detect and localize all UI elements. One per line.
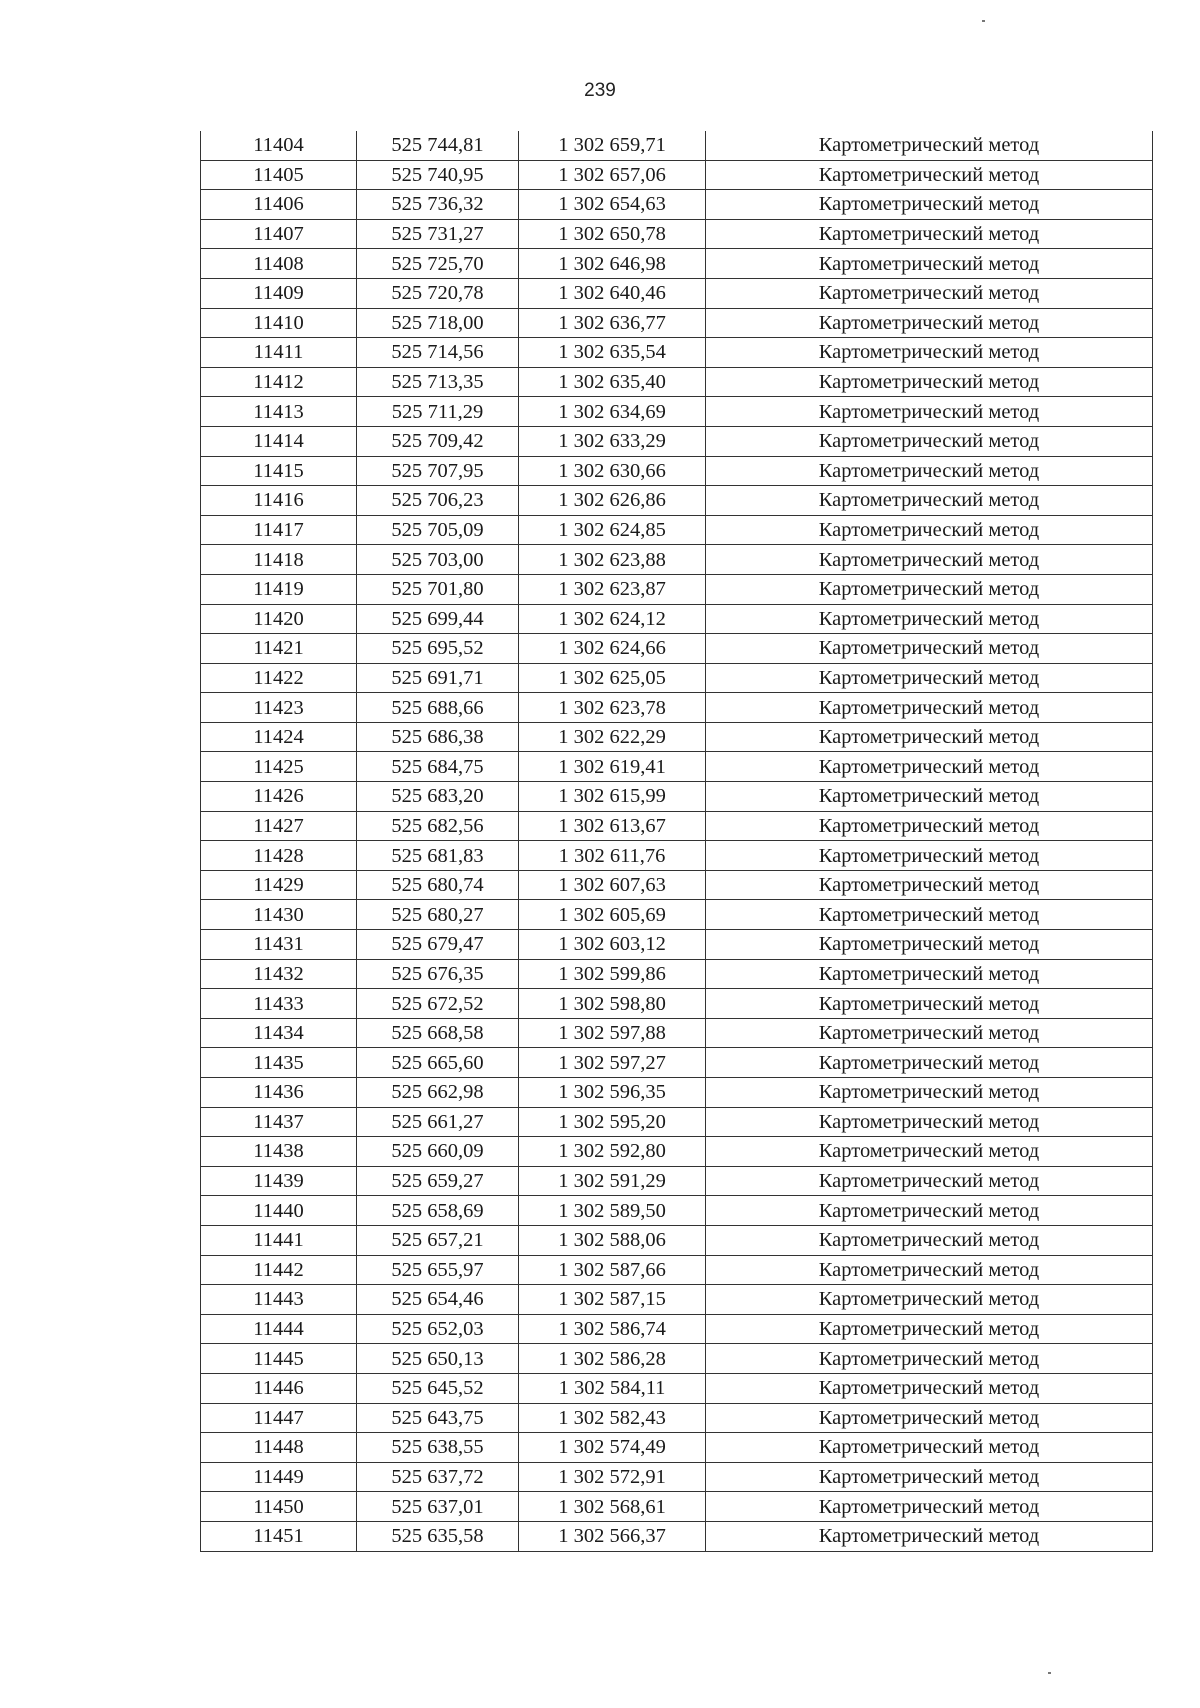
point-number-cell: 11414 [201, 426, 357, 456]
x-coordinate-cell: 525 711,29 [357, 397, 519, 427]
y-coordinate-cell: 1 302 599,86 [519, 959, 706, 989]
table-row [201, 959, 1153, 989]
x-coordinate-cell: 525 637,01 [357, 1492, 519, 1522]
x-coordinate-cell: 525 707,95 [357, 456, 519, 486]
x-coordinate-cell: 525 645,52 [357, 1373, 519, 1403]
method-cell: Картометрический метод [706, 1285, 1153, 1315]
table-row [201, 663, 1153, 693]
point-number-cell: 11415 [201, 456, 357, 486]
x-coordinate-cell: 525 676,35 [357, 959, 519, 989]
point-number-cell: 11430 [201, 900, 357, 930]
x-coordinate-cell: 525 635,58 [357, 1521, 519, 1551]
point-number-cell: 11438 [201, 1137, 357, 1167]
method-cell: Картометрический метод [706, 1314, 1153, 1344]
point-number-cell: 11411 [201, 338, 357, 368]
y-coordinate-cell: 1 302 630,66 [519, 456, 706, 486]
x-coordinate-cell: 525 686,38 [357, 722, 519, 752]
y-coordinate-cell: 1 302 596,35 [519, 1078, 706, 1108]
method-cell: Картометрический метод [706, 1255, 1153, 1285]
method-cell: Картометрический метод [706, 338, 1153, 368]
method-cell: Картометрический метод [706, 160, 1153, 190]
y-coordinate-cell: 1 302 603,12 [519, 930, 706, 960]
y-coordinate-cell: 1 302 613,67 [519, 811, 706, 841]
table-row [201, 870, 1153, 900]
table-row [201, 693, 1153, 723]
x-coordinate-cell: 525 691,71 [357, 663, 519, 693]
point-number-cell: 11441 [201, 1225, 357, 1255]
x-coordinate-cell: 525 713,35 [357, 367, 519, 397]
x-coordinate-cell: 525 652,03 [357, 1314, 519, 1344]
table-row [201, 545, 1153, 575]
x-coordinate-cell: 525 709,42 [357, 426, 519, 456]
y-coordinate-cell: 1 302 595,20 [519, 1107, 706, 1137]
y-coordinate-cell: 1 302 587,66 [519, 1255, 706, 1285]
method-cell: Картометрический метод [706, 663, 1153, 693]
x-coordinate-cell: 525 684,75 [357, 752, 519, 782]
table-row [201, 900, 1153, 930]
x-coordinate-cell: 525 740,95 [357, 160, 519, 190]
method-cell: Картометрический метод [706, 278, 1153, 308]
y-coordinate-cell: 1 302 622,29 [519, 722, 706, 752]
method-cell: Картометрический метод [706, 782, 1153, 812]
point-number-cell: 11404 [201, 131, 357, 160]
x-coordinate-cell: 525 720,78 [357, 278, 519, 308]
method-cell: Картометрический метод [706, 426, 1153, 456]
y-coordinate-cell: 1 302 635,40 [519, 367, 706, 397]
table-row [201, 1225, 1153, 1255]
method-cell: Картометрический метод [706, 397, 1153, 427]
method-cell: Картометрический метод [706, 1078, 1153, 1108]
point-number-cell: 11429 [201, 870, 357, 900]
point-number-cell: 11424 [201, 722, 357, 752]
point-number-cell: 11408 [201, 249, 357, 279]
y-coordinate-cell: 1 302 607,63 [519, 870, 706, 900]
x-coordinate-cell: 525 695,52 [357, 634, 519, 664]
method-cell: Картометрический метод [706, 1107, 1153, 1137]
table-row [201, 1373, 1153, 1403]
method-cell: Картометрический метод [706, 1403, 1153, 1433]
table-row [201, 367, 1153, 397]
method-cell: Картометрический метод [706, 515, 1153, 545]
y-coordinate-cell: 1 302 597,27 [519, 1048, 706, 1078]
table-row [201, 752, 1153, 782]
x-coordinate-cell: 525 703,00 [357, 545, 519, 575]
table-row [201, 1314, 1153, 1344]
method-cell: Картометрический метод [706, 1462, 1153, 1492]
point-number-cell: 11421 [201, 634, 357, 664]
method-cell: Картометрический метод [706, 604, 1153, 634]
x-coordinate-cell: 525 662,98 [357, 1078, 519, 1108]
table-row [201, 1196, 1153, 1226]
table-row [201, 989, 1153, 1019]
method-cell: Картометрический метод [706, 574, 1153, 604]
point-number-cell: 11410 [201, 308, 357, 338]
method-cell: Картометрический метод [706, 1521, 1153, 1551]
x-coordinate-cell: 525 682,56 [357, 811, 519, 841]
table-row [201, 574, 1153, 604]
method-cell: Картометрический метод [706, 870, 1153, 900]
x-coordinate-cell: 525 638,55 [357, 1433, 519, 1463]
point-number-cell: 11413 [201, 397, 357, 427]
y-coordinate-cell: 1 302 582,43 [519, 1403, 706, 1433]
table-row [201, 1078, 1153, 1108]
method-cell: Картометрический метод [706, 722, 1153, 752]
point-number-cell: 11412 [201, 367, 357, 397]
point-number-cell: 11428 [201, 841, 357, 871]
point-number-cell: 11427 [201, 811, 357, 841]
y-coordinate-cell: 1 302 588,06 [519, 1225, 706, 1255]
point-number-cell: 11436 [201, 1078, 357, 1108]
table-row [201, 1018, 1153, 1048]
x-coordinate-cell: 525 731,27 [357, 219, 519, 249]
x-coordinate-cell: 525 718,00 [357, 308, 519, 338]
point-number-cell: 11449 [201, 1462, 357, 1492]
scan-speck [1048, 1672, 1051, 1674]
table-row [201, 722, 1153, 752]
coordinates-table [200, 131, 1153, 1552]
x-coordinate-cell: 525 705,09 [357, 515, 519, 545]
point-number-cell: 11407 [201, 219, 357, 249]
table-row [201, 1344, 1153, 1374]
point-number-cell: 11418 [201, 545, 357, 575]
method-cell: Картометрический метод [706, 693, 1153, 723]
method-cell: Картометрический метод [706, 1225, 1153, 1255]
method-cell: Картометрический метод [706, 1196, 1153, 1226]
point-number-cell: 11443 [201, 1285, 357, 1315]
point-number-cell: 11451 [201, 1521, 357, 1551]
table-row [201, 426, 1153, 456]
method-cell: Картометрический метод [706, 367, 1153, 397]
x-coordinate-cell: 525 681,83 [357, 841, 519, 871]
table-row [201, 219, 1153, 249]
point-number-cell: 11406 [201, 190, 357, 220]
table-row [201, 1403, 1153, 1433]
y-coordinate-cell: 1 302 657,06 [519, 160, 706, 190]
y-coordinate-cell: 1 302 597,88 [519, 1018, 706, 1048]
table-row [201, 486, 1153, 516]
x-coordinate-cell: 525 661,27 [357, 1107, 519, 1137]
table-row [201, 1433, 1153, 1463]
method-cell: Картометрический метод [706, 219, 1153, 249]
y-coordinate-cell: 1 302 587,15 [519, 1285, 706, 1315]
x-coordinate-cell: 525 725,70 [357, 249, 519, 279]
table-row [201, 160, 1153, 190]
point-number-cell: 11433 [201, 989, 357, 1019]
y-coordinate-cell: 1 302 623,87 [519, 574, 706, 604]
y-coordinate-cell: 1 302 586,28 [519, 1344, 706, 1374]
point-number-cell: 11431 [201, 930, 357, 960]
y-coordinate-cell: 1 302 650,78 [519, 219, 706, 249]
method-cell: Картометрический метод [706, 900, 1153, 930]
table-row [201, 1521, 1153, 1551]
method-cell: Картометрический метод [706, 486, 1153, 516]
y-coordinate-cell: 1 302 623,78 [519, 693, 706, 723]
y-coordinate-cell: 1 302 636,77 [519, 308, 706, 338]
coordinates-table-body [201, 131, 1153, 1551]
table-row [201, 1462, 1153, 1492]
table-row [201, 930, 1153, 960]
y-coordinate-cell: 1 302 623,88 [519, 545, 706, 575]
table-row [201, 634, 1153, 664]
y-coordinate-cell: 1 302 589,50 [519, 1196, 706, 1226]
table-row [201, 604, 1153, 634]
table-row [201, 308, 1153, 338]
method-cell: Картометрический метод [706, 1433, 1153, 1463]
method-cell: Картометрический метод [706, 959, 1153, 989]
x-coordinate-cell: 525 688,66 [357, 693, 519, 723]
method-cell: Картометрический метод [706, 811, 1153, 841]
method-cell: Картометрический метод [706, 1166, 1153, 1196]
table-row [201, 338, 1153, 368]
point-number-cell: 11439 [201, 1166, 357, 1196]
point-number-cell: 11445 [201, 1344, 357, 1374]
point-number-cell: 11423 [201, 693, 357, 723]
y-coordinate-cell: 1 302 591,29 [519, 1166, 706, 1196]
y-coordinate-cell: 1 302 568,61 [519, 1492, 706, 1522]
point-number-cell: 11434 [201, 1018, 357, 1048]
point-number-cell: 11417 [201, 515, 357, 545]
y-coordinate-cell: 1 302 598,80 [519, 989, 706, 1019]
point-number-cell: 11450 [201, 1492, 357, 1522]
page-number: 239 [584, 80, 616, 101]
y-coordinate-cell: 1 302 635,54 [519, 338, 706, 368]
x-coordinate-cell: 525 683,20 [357, 782, 519, 812]
method-cell: Картометрический метод [706, 131, 1153, 160]
method-cell: Картометрический метод [706, 545, 1153, 575]
y-coordinate-cell: 1 302 646,98 [519, 249, 706, 279]
table-row [201, 1492, 1153, 1522]
method-cell: Картометрический метод [706, 634, 1153, 664]
y-coordinate-cell: 1 302 633,29 [519, 426, 706, 456]
table-row [201, 249, 1153, 279]
y-coordinate-cell: 1 302 640,46 [519, 278, 706, 308]
x-coordinate-cell: 525 699,44 [357, 604, 519, 634]
table-row [201, 841, 1153, 871]
table-row [201, 811, 1153, 841]
table-row [201, 278, 1153, 308]
method-cell: Картометрический метод [706, 1373, 1153, 1403]
table-row [201, 1255, 1153, 1285]
point-number-cell: 11425 [201, 752, 357, 782]
method-cell: Картометрический метод [706, 1344, 1153, 1374]
table-row [201, 1137, 1153, 1167]
point-number-cell: 11420 [201, 604, 357, 634]
x-coordinate-cell: 525 643,75 [357, 1403, 519, 1433]
y-coordinate-cell: 1 302 592,80 [519, 1137, 706, 1167]
x-coordinate-cell: 525 680,74 [357, 870, 519, 900]
x-coordinate-cell: 525 736,32 [357, 190, 519, 220]
x-coordinate-cell: 525 680,27 [357, 900, 519, 930]
y-coordinate-cell: 1 302 626,86 [519, 486, 706, 516]
x-coordinate-cell: 525 654,46 [357, 1285, 519, 1315]
table-row [201, 1107, 1153, 1137]
point-number-cell: 11405 [201, 160, 357, 190]
point-number-cell: 11409 [201, 278, 357, 308]
point-number-cell: 11444 [201, 1314, 357, 1344]
y-coordinate-cell: 1 302 574,49 [519, 1433, 706, 1463]
method-cell: Картометрический метод [706, 1018, 1153, 1048]
x-coordinate-cell: 525 659,27 [357, 1166, 519, 1196]
method-cell: Картометрический метод [706, 1048, 1153, 1078]
y-coordinate-cell: 1 302 624,85 [519, 515, 706, 545]
method-cell: Картометрический метод [706, 841, 1153, 871]
table-row [201, 782, 1153, 812]
method-cell: Картометрический метод [706, 456, 1153, 486]
method-cell: Картометрический метод [706, 1137, 1153, 1167]
y-coordinate-cell: 1 302 566,37 [519, 1521, 706, 1551]
table-row [201, 456, 1153, 486]
y-coordinate-cell: 1 302 619,41 [519, 752, 706, 782]
point-number-cell: 11422 [201, 663, 357, 693]
table-row [201, 190, 1153, 220]
point-number-cell: 11419 [201, 574, 357, 604]
x-coordinate-cell: 525 672,52 [357, 989, 519, 1019]
x-coordinate-cell: 525 701,80 [357, 574, 519, 604]
table-row [201, 397, 1153, 427]
table-row [201, 1285, 1153, 1315]
x-coordinate-cell: 525 660,09 [357, 1137, 519, 1167]
table-row [201, 1048, 1153, 1078]
y-coordinate-cell: 1 302 611,76 [519, 841, 706, 871]
x-coordinate-cell: 525 714,56 [357, 338, 519, 368]
point-number-cell: 11432 [201, 959, 357, 989]
scan-speck [982, 20, 985, 22]
point-number-cell: 11447 [201, 1403, 357, 1433]
y-coordinate-cell: 1 302 624,12 [519, 604, 706, 634]
x-coordinate-cell: 525 665,60 [357, 1048, 519, 1078]
y-coordinate-cell: 1 302 625,05 [519, 663, 706, 693]
y-coordinate-cell: 1 302 624,66 [519, 634, 706, 664]
method-cell: Картометрический метод [706, 752, 1153, 782]
x-coordinate-cell: 525 657,21 [357, 1225, 519, 1255]
y-coordinate-cell: 1 302 586,74 [519, 1314, 706, 1344]
y-coordinate-cell: 1 302 605,69 [519, 900, 706, 930]
method-cell: Картометрический метод [706, 1492, 1153, 1522]
table-row [201, 1166, 1153, 1196]
point-number-cell: 11435 [201, 1048, 357, 1078]
x-coordinate-cell: 525 706,23 [357, 486, 519, 516]
method-cell: Картометрический метод [706, 930, 1153, 960]
table-row [201, 515, 1153, 545]
table-row [201, 131, 1153, 160]
x-coordinate-cell: 525 668,58 [357, 1018, 519, 1048]
y-coordinate-cell: 1 302 584,11 [519, 1373, 706, 1403]
method-cell: Картометрический метод [706, 249, 1153, 279]
y-coordinate-cell: 1 302 654,63 [519, 190, 706, 220]
x-coordinate-cell: 525 658,69 [357, 1196, 519, 1226]
point-number-cell: 11416 [201, 486, 357, 516]
y-coordinate-cell: 1 302 572,91 [519, 1462, 706, 1492]
x-coordinate-cell: 525 655,97 [357, 1255, 519, 1285]
x-coordinate-cell: 525 650,13 [357, 1344, 519, 1374]
x-coordinate-cell: 525 679,47 [357, 930, 519, 960]
x-coordinate-cell: 525 637,72 [357, 1462, 519, 1492]
y-coordinate-cell: 1 302 659,71 [519, 131, 706, 160]
method-cell: Картометрический метод [706, 989, 1153, 1019]
method-cell: Картометрический метод [706, 308, 1153, 338]
point-number-cell: 11446 [201, 1373, 357, 1403]
method-cell: Картометрический метод [706, 190, 1153, 220]
point-number-cell: 11437 [201, 1107, 357, 1137]
point-number-cell: 11426 [201, 782, 357, 812]
point-number-cell: 11448 [201, 1433, 357, 1463]
y-coordinate-cell: 1 302 634,69 [519, 397, 706, 427]
point-number-cell: 11440 [201, 1196, 357, 1226]
x-coordinate-cell: 525 744,81 [357, 131, 519, 160]
y-coordinate-cell: 1 302 615,99 [519, 782, 706, 812]
point-number-cell: 11442 [201, 1255, 357, 1285]
